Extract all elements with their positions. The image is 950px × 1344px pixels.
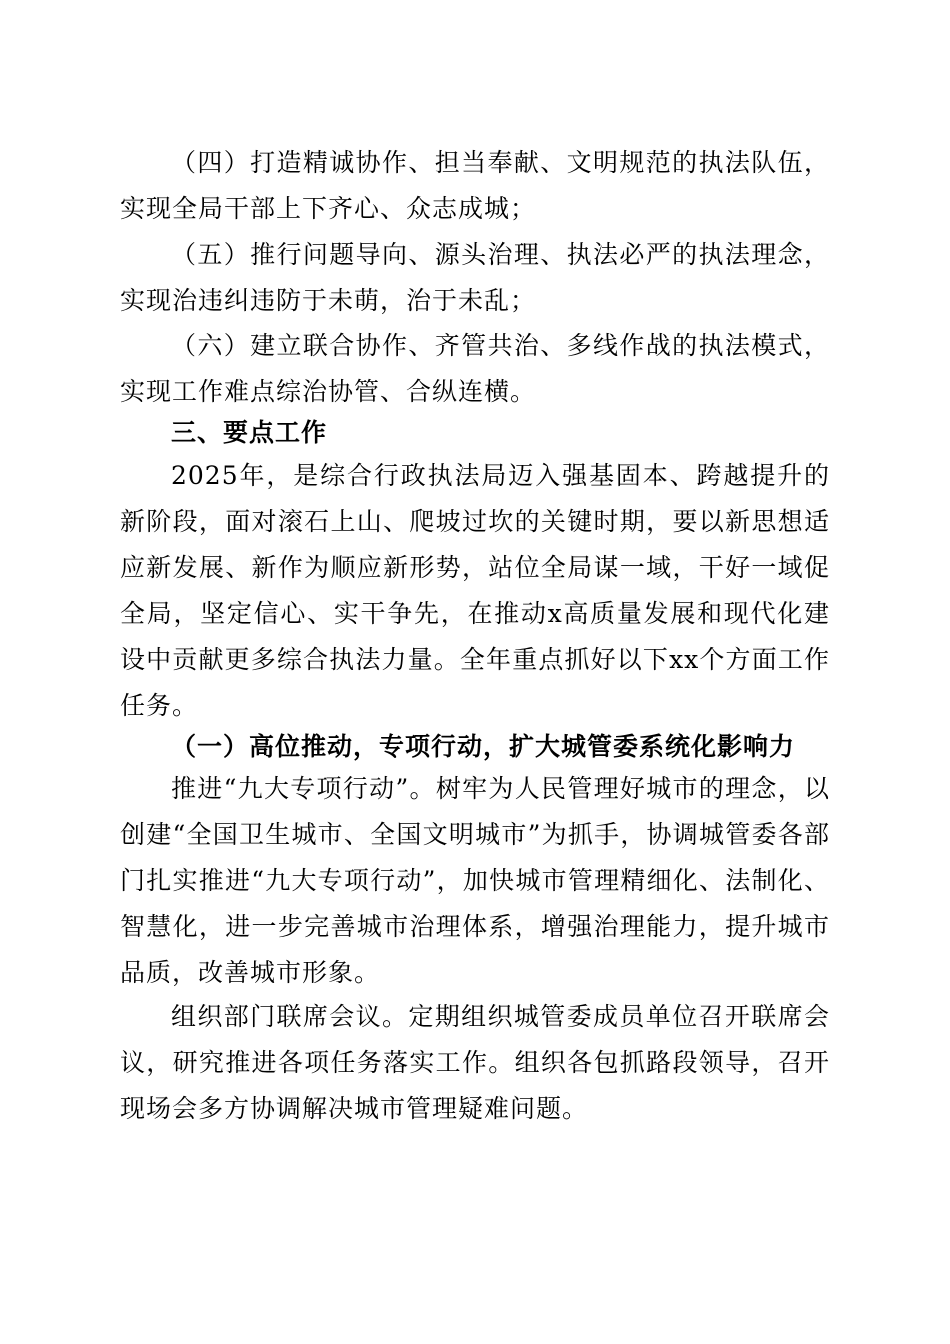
- paragraph-special-actions: 推进“九大专项行动”。树牢为人民管理好城市的理念，以创建“全国卫生城市、全国文明城市”为抓手，协调城管委各部门扎实推进“九大专项行动”，加快城市管理精细化、法制化、智慧化，进一步完善城市治理体系，增强治理能力，提升城市品质，改善城市形象。: [120, 774, 830, 987]
- list-item-six: （六）建立联合协作、齐管共治、多线作战的执法模式，实现工作难点综治协管、合纵连横。: [120, 331, 830, 406]
- section-heading: 三、要点工作: [171, 418, 328, 447]
- intro-paragraph: 2025年，是综合行政执法局迈入强基固本、跨越提升的新阶段，面对滚石上山、爬坡过坎的关键时期，要以新思想适应新发展、新作为顺应新形势，站位全局谋一域，干好一域促全局，坚定信心、实干争先，在推动x高质量发展和现代化建设中贡献更多综合执法力量。全年重点抓好以下xx个方面工作任务。: [120, 461, 830, 720]
- paragraph-joint-meeting: 组织部门联席会议。定期组织城管委成员单位召开联席会议，研究推进各项任务落实工作。组织各包抓路段领导，召开现场会多方协调解决城市管理疑难问题。: [120, 1002, 830, 1123]
- list-item-four: （四）打造精诚协作、担当奉献、文明规范的执法队伍，实现全局干部上下齐心、众志成城；: [120, 148, 830, 223]
- subheading: （一）高位推动，专项行动，扩大城管委系统化影响力: [171, 732, 796, 761]
- list-item-five: （五）推行问题导向、源头治理、执法必严的执法理念，实现治违纠违防于未萌，治于未乱；: [120, 240, 830, 315]
